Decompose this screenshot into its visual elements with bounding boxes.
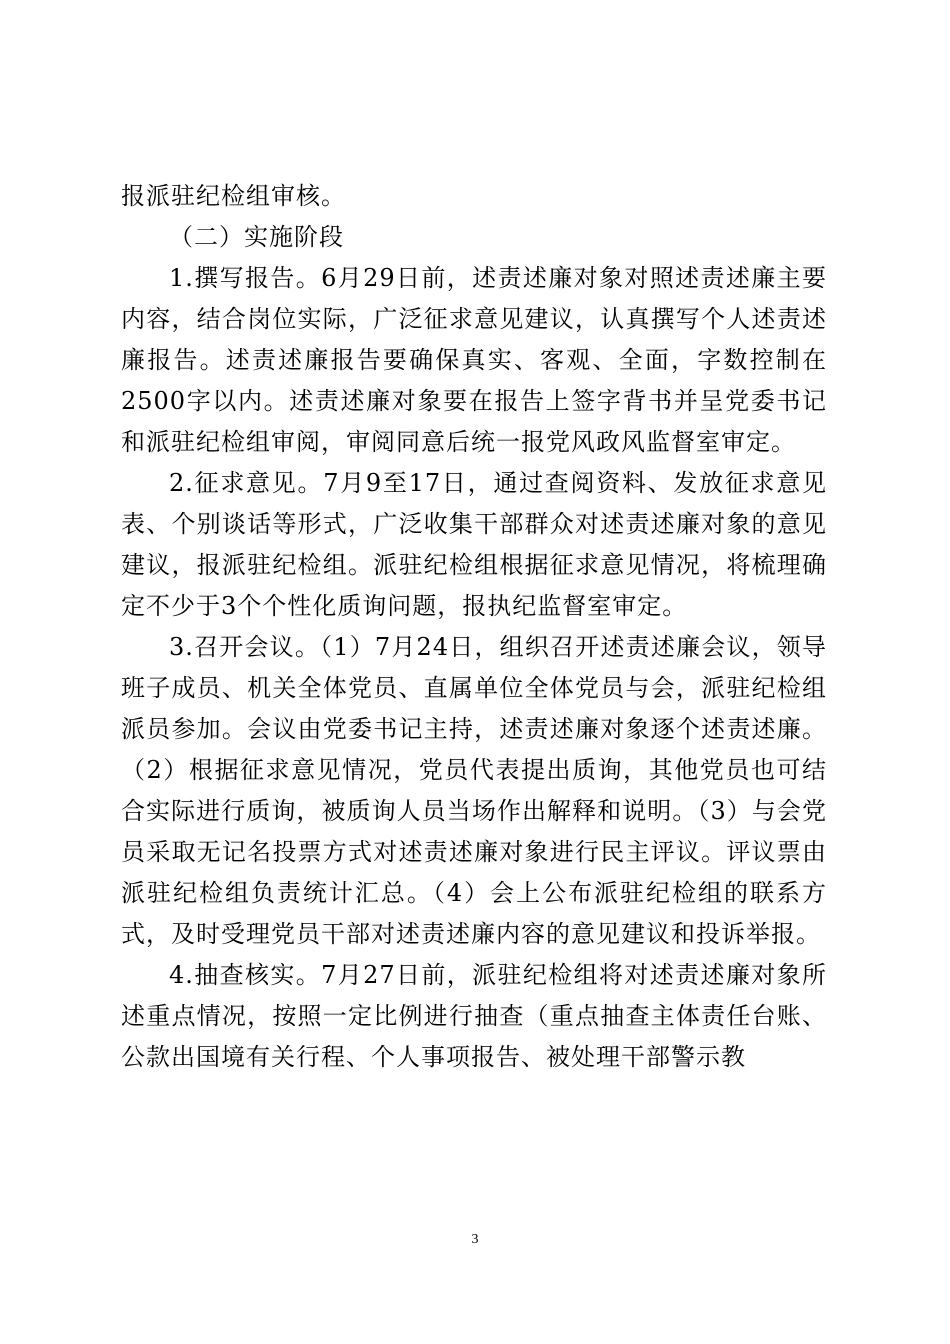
paragraph-solicit-opinions: 2.征求意见。7月9至17日，通过查阅资料、发放征求意见表、个别谈话等形式，广泛收集干部群众对述责述廉对象的意见建议，报派驻纪检组。派驻纪检组根据征求意见情况，将梳理确定不少于3个个性化质询问题，报执纪监督室审定。 (121, 469, 827, 620)
paragraph-spot-check: 4.抽查核实。7月27日前，派驻纪检组将对述责述廉对象所述重点情况，按照一定比例进行抽查（重点抽查主体责任台账、公款出国境有关行程、个人事项报告、被处理干部警示教 (121, 961, 827, 1071)
paragraph-hold-meeting: 3.召开会议。（1）7月24日，组织召开述责述廉会议，领导班子成员、机关全体党员、直属单位全体党员与会，派驻纪检组派员参加。会议由党委书记主持，述责述廉对象逐个述责述廉。（2）根据征求意见情况，党员代表提出质询，其他党员也可结合实际进行质询，被质询人员当场作出解释和说明。（3）与会党员采取无记名投票方式对述责述廉对象进行民主评议。评议票由派驻纪检组负责统计汇总。（4）会上公布派驻纪检组的联系方式，及时受理党员干部对述责述廉内容的意见建议和投诉举报。 (121, 633, 827, 948)
paragraph-write-report: 1.撰写报告。6月29日前，述责述廉对象对照述责述廉主要内容，结合岗位实际，广泛征求意见建议，认真撰写个人述责述廉报告。述责述廉报告要确保真实、客观、全面，字数控制在2500字以内。述责述廉对象要在报告上签字背书并呈党委书记和派驻纪检组审阅，审阅同意后统一报党风政风监督室审定。 (121, 264, 827, 456)
section-heading-implementation-stage: （二）实施阶段 (169, 223, 344, 251)
paragraph-continuation: 报派驻纪检组审核。 (121, 182, 346, 210)
page-number: 3 (471, 1232, 479, 1247)
document-body (121, 176, 827, 1078)
